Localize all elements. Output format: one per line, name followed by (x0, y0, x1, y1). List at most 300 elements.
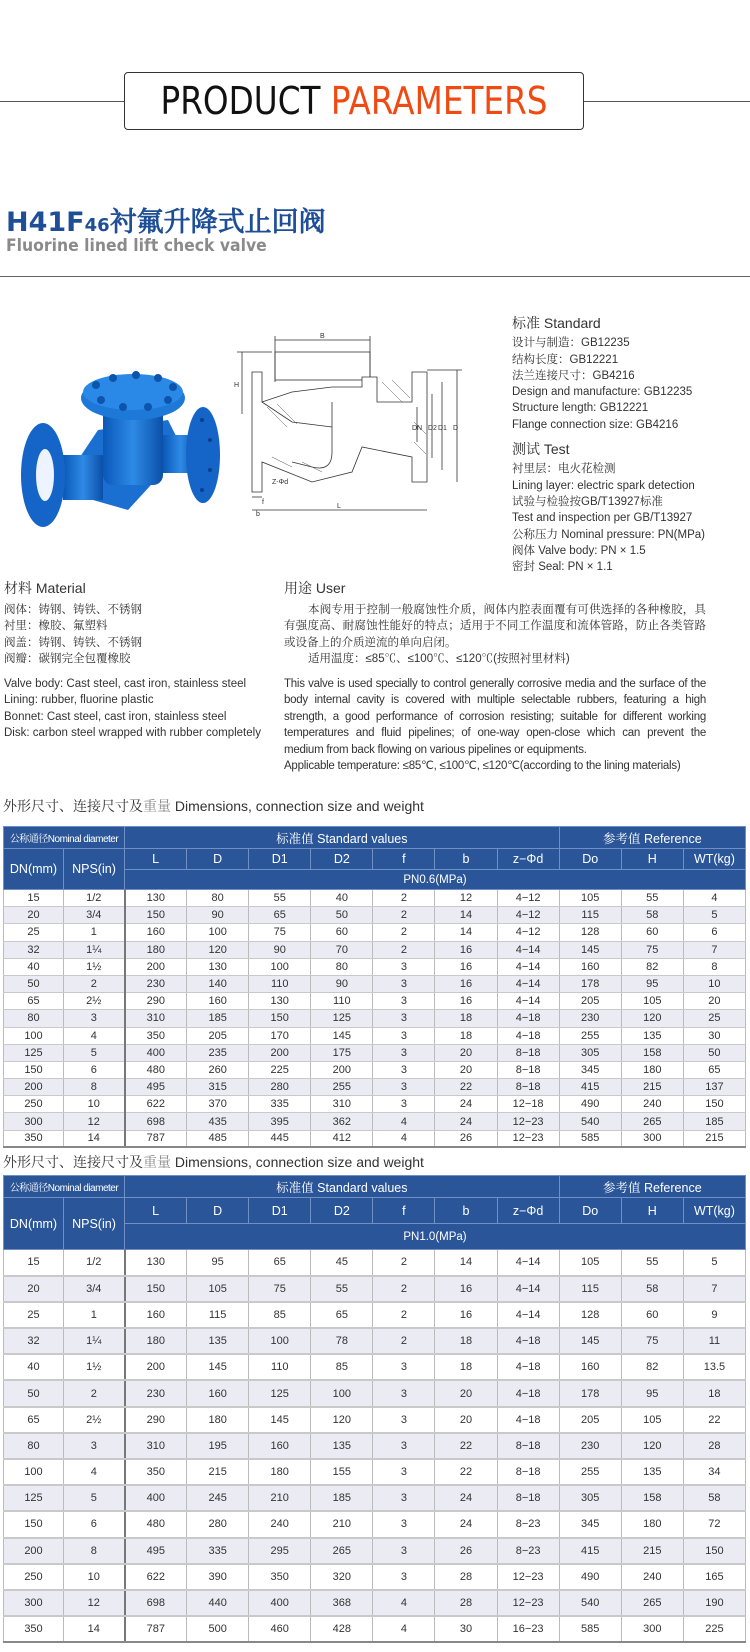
table-cell: 230 (125, 1380, 187, 1406)
table-cell: 12 (435, 890, 497, 907)
table-cell: 26 (435, 1130, 497, 1147)
table-cell: 210 (249, 1485, 311, 1511)
group-standard-values: 标准值 Standard values (125, 1176, 560, 1198)
table-cell: 150 (125, 907, 187, 924)
table-cell: 4−14 (497, 941, 559, 958)
material-line-cn: 阀瓣：碳钢完全包覆橡胶 (4, 653, 131, 665)
table-cell: 8−18 (497, 1079, 559, 1096)
table-cell: 20 (435, 1407, 497, 1433)
test-line: 试验与检验按GB/T13927标准 (512, 495, 663, 508)
table-cell: 260 (187, 1061, 249, 1078)
table-cell: 185 (187, 1010, 249, 1027)
table-cell: 16 (435, 975, 497, 992)
table-cell: 82 (621, 1354, 683, 1380)
table-cell: 18 (435, 1328, 497, 1354)
table-cell: 235 (187, 1044, 249, 1061)
column-header: D2 (311, 849, 373, 870)
table-cell: 80 (311, 958, 373, 975)
table-row (4, 958, 746, 975)
table-cell: 25 (4, 1302, 64, 1328)
column-header: H (621, 1198, 683, 1224)
table-cell: 100 (249, 958, 311, 975)
table-cell: 14 (435, 907, 497, 924)
table-cell: 3 (373, 1354, 435, 1380)
dim-label-DN: DN (412, 425, 423, 432)
table-cell: 160 (125, 1302, 187, 1328)
table-cell: 200 (4, 1538, 64, 1564)
group-nominal-diameter: 公称通径Nominal diameter (4, 827, 125, 849)
table-cell: 300 (621, 1130, 683, 1147)
table-cell: 100 (187, 924, 249, 941)
table-cell: 90 (187, 907, 249, 924)
table-cell: 230 (125, 975, 187, 992)
column-header: b (435, 1198, 497, 1224)
table-cell: 180 (125, 941, 187, 958)
table-row (4, 1511, 746, 1537)
table-cell: 60 (311, 924, 373, 941)
banner-word-parameters: PARAMETERS (330, 79, 548, 123)
table-cell: 100 (249, 1328, 311, 1354)
table-cell: 585 (559, 1616, 621, 1642)
table-cell: 495 (125, 1079, 187, 1096)
table-cell: 305 (559, 1485, 621, 1511)
table-cell: 130 (125, 890, 187, 907)
table-row (4, 1433, 746, 1459)
table-cell: 8−23 (497, 1538, 559, 1564)
dimensions-table-pn10 (3, 1175, 746, 1643)
table-cell: 95 (187, 1250, 249, 1276)
table-cell: 3 (373, 958, 435, 975)
table-cell: 245 (187, 1485, 249, 1511)
usage-temperature-cn: 适用温度：≤85℃、≤100℃、≤120℃(按照衬里材料) (308, 653, 570, 665)
table-cell: 4−18 (497, 1027, 559, 1044)
table-row (4, 1096, 746, 1113)
table-cell: 368 (311, 1590, 373, 1616)
table-cell: 13.5 (683, 1354, 745, 1380)
table-cell: 3/4 (64, 1276, 125, 1302)
group-standard-values: 标准值 Standard values (125, 827, 560, 849)
table-cell: 8 (64, 1538, 125, 1564)
table-cell: 445 (249, 1130, 311, 1147)
table-row (4, 993, 746, 1010)
table-cell: 205 (559, 993, 621, 1010)
column-header: D (187, 1198, 249, 1224)
table-cell: 225 (683, 1616, 745, 1642)
table-cell: 2 (373, 1250, 435, 1276)
table2-section-title (3, 1152, 424, 1172)
table-cell: 3 (373, 1538, 435, 1564)
table-cell: 135 (187, 1328, 249, 1354)
table-cell: 145 (559, 1328, 621, 1354)
dim-label-zd: Z-Φd (272, 479, 289, 486)
dim-label-D1: D1 (438, 425, 447, 432)
table-cell: 22 (683, 1407, 745, 1433)
table-cell: 435 (187, 1113, 249, 1130)
table-cell: 4 (683, 890, 745, 907)
table-cell: 110 (249, 1354, 311, 1380)
table-cell: 500 (187, 1616, 249, 1642)
table-cell: 25 (4, 924, 64, 941)
table-cell: 350 (125, 1027, 187, 1044)
valve-product-photo (18, 360, 223, 532)
table-cell: 125 (4, 1485, 64, 1511)
column-header: f (373, 1198, 435, 1224)
material-line-cn: 阀体：铸钢、铸铁、不锈钢 (4, 603, 142, 616)
table-row (4, 1616, 746, 1642)
table-cell: 18 (683, 1380, 745, 1406)
table-row (4, 1485, 746, 1511)
table-cell: 160 (249, 1433, 311, 1459)
table-cell: 1/2 (64, 890, 125, 907)
table-cell: 8−23 (497, 1511, 559, 1537)
table-cell: 4−14 (497, 1250, 559, 1276)
table-cell: 14 (435, 1250, 497, 1276)
table-cell: 295 (249, 1538, 311, 1564)
table-cell: 105 (621, 1407, 683, 1433)
table-cell: 34 (683, 1459, 745, 1485)
table-cell: 305 (559, 1044, 621, 1061)
table-cell: 335 (249, 1096, 311, 1113)
column-header: L (125, 1198, 187, 1224)
table-cell: 22 (435, 1433, 497, 1459)
table-cell: 250 (4, 1564, 64, 1590)
table-cell: 485 (187, 1130, 249, 1147)
table-row (4, 1027, 746, 1044)
table-cell: 155 (311, 1459, 373, 1485)
table-cell: 480 (125, 1061, 187, 1078)
table-cell: 40 (4, 958, 64, 975)
standard-line: 设计与制造：GB12235 (512, 337, 630, 350)
dim-label-D2: D2 (428, 425, 437, 432)
table-cell: 4−14 (497, 958, 559, 975)
table-cell: 130 (187, 958, 249, 975)
table-cell: 55 (249, 890, 311, 907)
table-cell: 280 (187, 1511, 249, 1537)
material-line-cn: 衬里：橡胶、氟塑料 (4, 620, 108, 632)
table-cell: 200 (125, 1354, 187, 1380)
table-cell: 12−23 (497, 1130, 559, 1147)
standard-line: Flange connection size: GB4216 (512, 418, 679, 431)
table-cell: 2½ (64, 993, 125, 1010)
dim-label-b: b (256, 511, 260, 518)
table-cell: 95 (621, 975, 683, 992)
table-cell: 125 (311, 1010, 373, 1027)
table-cell: 255 (311, 1079, 373, 1096)
table-cell: 170 (249, 1027, 311, 1044)
table-cell: 390 (187, 1564, 249, 1590)
table-cell: 58 (621, 1276, 683, 1302)
table-cell: 55 (621, 890, 683, 907)
table-cell: 400 (249, 1590, 311, 1616)
material-line-en: Valve body: Cast steel, cast iron, stainless steel (4, 677, 247, 690)
standard-line: Design and manufacture: GB12235 (512, 386, 693, 399)
table-cell: 4−14 (497, 993, 559, 1010)
table-cell: 265 (311, 1538, 373, 1564)
title-part: Dimensions, connection size and weight (171, 798, 424, 814)
table-cell: 255 (559, 1027, 621, 1044)
table-cell: 150 (683, 1538, 745, 1564)
pressure-class: PN1.0(MPa) (125, 1224, 746, 1250)
column-header: z−Φd (497, 1198, 559, 1224)
table-cell: 8 (683, 958, 745, 975)
table-cell: 1/2 (64, 1250, 125, 1276)
table-cell: 265 (621, 1113, 683, 1130)
table-cell: 480 (125, 1511, 187, 1537)
table-cell: 180 (125, 1328, 187, 1354)
column-header: L (125, 849, 187, 870)
table-cell: 120 (621, 1433, 683, 1459)
table-cell: 290 (125, 1407, 187, 1433)
table-cell: 158 (621, 1044, 683, 1061)
table-cell: 540 (559, 1590, 621, 1616)
table-cell: 320 (311, 1564, 373, 1590)
usage-temperature-en: Applicable temperature: ≤85℃, ≤100℃, ≤120℃(according to the lining materials) (284, 760, 681, 772)
page-banner (0, 72, 750, 130)
table-cell: 205 (559, 1407, 621, 1433)
table-row (4, 941, 746, 958)
table-cell: 50 (311, 907, 373, 924)
table-cell: 412 (311, 1130, 373, 1147)
table-cell: 22 (435, 1079, 497, 1096)
table-cell: 28 (435, 1564, 497, 1590)
table-cell: 120 (311, 1407, 373, 1433)
table-cell: 180 (621, 1511, 683, 1537)
table-cell: 18 (435, 1027, 497, 1044)
table-cell: 2 (373, 907, 435, 924)
table-cell: 135 (311, 1433, 373, 1459)
table-cell: 7 (683, 941, 745, 958)
table-cell: 440 (187, 1590, 249, 1616)
table-cell: 11 (683, 1328, 745, 1354)
table-cell: 10 (64, 1096, 125, 1113)
table-cell: 58 (621, 907, 683, 924)
column-header: D2 (311, 1198, 373, 1224)
table-cell: 135 (621, 1459, 683, 1485)
table-cell: 3 (373, 1511, 435, 1537)
table-cell: 490 (559, 1096, 621, 1113)
table-cell: 75 (249, 924, 311, 941)
table-row (4, 1113, 746, 1130)
table-cell: 4−18 (497, 1380, 559, 1406)
title-part: 重量 (143, 798, 171, 814)
table-cell: 85 (249, 1302, 311, 1328)
table-cell: 9 (683, 1302, 745, 1328)
table-cell: 16 (435, 993, 497, 1010)
test-line: 阀体 Valve body: PN × 1.5 (512, 544, 646, 557)
table-cell: 105 (559, 1250, 621, 1276)
table-cell: 18 (435, 1354, 497, 1380)
table-cell: 6 (64, 1511, 125, 1537)
dim-label-D: D (453, 425, 459, 432)
table-cell: 15 (4, 890, 64, 907)
table-cell: 215 (683, 1130, 745, 1147)
table-cell: 85 (311, 1354, 373, 1380)
table-cell: 415 (559, 1538, 621, 1564)
table-cell: 495 (125, 1538, 187, 1564)
table-cell: 145 (187, 1354, 249, 1380)
table-cell: 3 (373, 1407, 435, 1433)
table-cell: 460 (249, 1616, 311, 1642)
table-cell: 137 (683, 1079, 745, 1096)
table-cell: 90 (249, 941, 311, 958)
table-cell: 12−23 (497, 1113, 559, 1130)
table-cell: 3 (373, 1564, 435, 1590)
table-cell: 128 (559, 1302, 621, 1328)
table-cell: 265 (621, 1590, 683, 1616)
table-cell: 3/4 (64, 907, 125, 924)
table-cell: 75 (621, 1328, 683, 1354)
column-header: DN(mm) (4, 1198, 64, 1250)
table-cell: 3 (373, 1380, 435, 1406)
table-cell: 115 (187, 1302, 249, 1328)
table-cell: 16 (435, 1276, 497, 1302)
table-cell: 40 (311, 890, 373, 907)
material-line-en: Bonnet: Cast steel, cast iron, stainless steel (4, 710, 227, 723)
group-nominal-diameter: 公称通径Nominal diameter (4, 1176, 125, 1198)
table-cell: 345 (559, 1511, 621, 1537)
table-cell: 4−12 (497, 890, 559, 907)
group-reference: 参考值 Reference (559, 827, 745, 849)
column-header: Do (559, 1198, 621, 1224)
table-cell: 400 (125, 1485, 187, 1511)
title-part: Dimensions, connection size and weight (171, 1154, 424, 1170)
title-part: 重量 (143, 1154, 171, 1170)
usage-paragraph-cn: 本阀专用于控制一般腐蚀性介质，阀体内腔表面覆有可供选择的各种橡胶，具有强度高、耐腐蚀性能好的特点；适用于不同工作温度和流体管路，防止各类管路或设备上的介质逆流的单向启闭。 (284, 603, 706, 649)
table-cell: 32 (4, 941, 64, 958)
table-row (4, 975, 746, 992)
table-cell: 55 (621, 1250, 683, 1276)
table-cell: 10 (683, 975, 745, 992)
table-cell: 130 (125, 1250, 187, 1276)
table-cell: 230 (559, 1433, 621, 1459)
table-cell: 95 (621, 1380, 683, 1406)
table-cell: 125 (249, 1380, 311, 1406)
table-cell: 18 (435, 1010, 497, 1027)
table-row (4, 890, 746, 907)
table-cell: 622 (125, 1096, 187, 1113)
table-cell: 130 (249, 993, 311, 1010)
table-cell: 12 (64, 1113, 125, 1130)
table1-section-title (3, 796, 424, 816)
table-cell: 255 (559, 1459, 621, 1485)
table-cell: 25 (683, 1010, 745, 1027)
table-cell: 30 (683, 1027, 745, 1044)
table-row (4, 924, 746, 941)
table-cell: 345 (559, 1061, 621, 1078)
table-row (4, 907, 746, 924)
table-cell: 2 (64, 1380, 125, 1406)
dim-label-L: L (337, 503, 341, 510)
table-cell: 4−18 (497, 1354, 559, 1380)
table-cell: 215 (621, 1538, 683, 1564)
column-header: WT(kg) (683, 1198, 745, 1224)
table-cell: 4 (373, 1130, 435, 1147)
table-cell: 22 (435, 1459, 497, 1485)
table-cell: 50 (4, 975, 64, 992)
table-cell: 180 (249, 1459, 311, 1485)
bonnet-cover-top (83, 374, 183, 410)
table-cell: 310 (311, 1096, 373, 1113)
table-row (4, 1250, 746, 1276)
column-header: NPS(in) (64, 1198, 125, 1250)
table-cell: 2 (64, 975, 125, 992)
table-cell: 40 (4, 1354, 64, 1380)
spec-panel (512, 315, 705, 575)
table-cell: 698 (125, 1113, 187, 1130)
table-cell: 3 (64, 1010, 125, 1027)
dim-label-f: f (262, 499, 264, 506)
table-cell: 78 (311, 1328, 373, 1354)
table-cell: 3 (373, 1096, 435, 1113)
table-cell: 32 (4, 1328, 64, 1354)
table-cell: 200 (249, 1044, 311, 1061)
table-row (4, 1044, 746, 1061)
table-cell: 60 (621, 1302, 683, 1328)
table-cell: 20 (683, 993, 745, 1010)
table-cell: 290 (125, 993, 187, 1010)
table-cell: 4 (373, 1616, 435, 1642)
table-cell: 175 (311, 1044, 373, 1061)
table-cell: 240 (249, 1511, 311, 1537)
table-cell: 14 (64, 1616, 125, 1642)
table-cell: 75 (621, 941, 683, 958)
table-cell: 4−18 (497, 1328, 559, 1354)
table-cell: 24 (435, 1113, 497, 1130)
table-cell: 145 (311, 1027, 373, 1044)
table-cell: 100 (4, 1459, 64, 1485)
material-line-cn: 阀盖：铸钢、铸铁、不锈钢 (4, 636, 142, 649)
table-cell: 28 (683, 1433, 745, 1459)
table-cell: 24 (435, 1096, 497, 1113)
test-line: 密封 Seal: PN × 1.1 (512, 561, 613, 574)
table-cell: 195 (187, 1433, 249, 1459)
table-cell: 428 (311, 1616, 373, 1642)
table-cell: 230 (559, 1010, 621, 1027)
table-cell: 145 (559, 941, 621, 958)
table-cell: 65 (4, 993, 64, 1010)
table-cell: 20 (435, 1061, 497, 1078)
test-line: 衬里层：电火花检测 (512, 463, 616, 476)
valve-inlet-pipe (63, 455, 103, 500)
table-cell: 3 (373, 1027, 435, 1044)
usage-panel (284, 580, 706, 775)
table-cell: 180 (621, 1061, 683, 1078)
table-cell: 158 (621, 1485, 683, 1511)
table-cell: 120 (621, 1010, 683, 1027)
table-cell: 400 (125, 1044, 187, 1061)
table-row (4, 1590, 746, 1616)
table-cell: 110 (249, 975, 311, 992)
table-cell: 160 (187, 993, 249, 1010)
table-cell: 4 (64, 1459, 125, 1485)
usage-paragraph-en: This valve is used specially to control generally corrosive media and the surface of the body internal cavity is covered with multiple selectable rubbers, featuring a high strength, a good performance of corrosion resisting; suitable for different working temperatures and fluid pipelines; of one-way open-close which can prevent the medium from back flowing on various pipelines or equipments. (284, 677, 706, 756)
divider (0, 276, 750, 277)
table-cell: 115 (559, 907, 621, 924)
table-cell: 180 (187, 1407, 249, 1433)
table-cell: 300 (621, 1616, 683, 1642)
table-row (4, 1538, 746, 1564)
table-cell: 55 (311, 1276, 373, 1302)
standard-line: 法兰连接尺寸：GB4216 (512, 369, 635, 382)
table-cell: 1¼ (64, 941, 125, 958)
table-cell: 100 (311, 1380, 373, 1406)
test-heading: 测试 Test (512, 441, 570, 458)
table-cell: 70 (311, 941, 373, 958)
pressure-class: PN0.6(MPa) (125, 870, 746, 890)
table-cell: 787 (125, 1616, 187, 1642)
valve-technical-drawing (232, 332, 472, 522)
title-part: 外形尺寸、连接尺寸及 (3, 1154, 143, 1170)
